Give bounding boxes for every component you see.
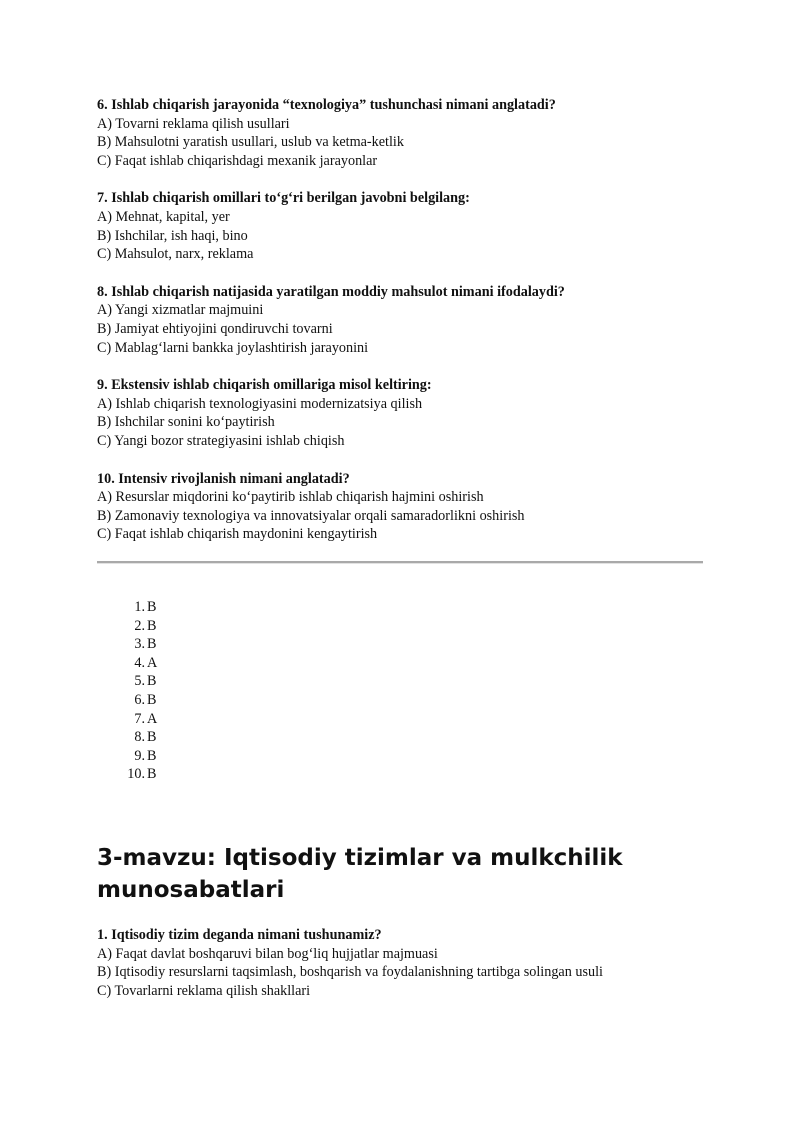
- answer-option-a: A) Tovarni reklama qilish usullari: [97, 115, 290, 132]
- question-title: 10. Intensiv rivojlanish nimani anglatadi?: [97, 470, 350, 487]
- answer-key-item: [114, 635, 157, 654]
- question-title: 8. Ishlab chiqarish natijasida yaratilgan moddiy mahsulot nimani ifodalaydi?: [97, 283, 565, 300]
- answer-key-item: [114, 598, 157, 617]
- answer-option-c: C) Yangi bozor strategiyasini ishlab chiqish: [97, 432, 345, 449]
- quiz-questions-block: [97, 96, 707, 563]
- answer-number: 1.: [134, 599, 145, 615]
- answer-option-c: C) Tovarlarni reklama qilish shakllari: [97, 982, 311, 999]
- answer-option-b: B) Jamiyat ehtiyojini qondiruvchi tovarni: [97, 320, 333, 337]
- answer-option-c: C) Mahsulot, narx, reklama: [97, 246, 254, 263]
- answer-option-a: A) Resurslar miqdorini ko‘paytirib ishlab chiqarish hajmini oshirish: [97, 489, 484, 506]
- question-7: [97, 189, 707, 263]
- answer-option-c: C) Faqat ishlab chiqarishdagi mexanik jarayonlar: [97, 152, 378, 169]
- question-title: 1. Iqtisodiy tizim deganda nimani tushunamiz?: [97, 927, 382, 943]
- answer-key-item: [114, 747, 157, 766]
- answer-key-item: [114, 710, 157, 729]
- question-9: [97, 376, 707, 450]
- answer-key-item: [114, 728, 157, 747]
- answer-option-c: C) Mablag‘larni bankka joylashtirish jarayonini: [97, 339, 369, 356]
- question-title: 9. Ekstensiv ishlab chiqarish omillariga misol keltiring:: [97, 377, 432, 394]
- question-title: 7. Ishlab chiqarish omillari to‘g‘ri berilgan javobni belgilang:: [97, 190, 470, 207]
- answer-number: 10.: [127, 766, 145, 783]
- answer-letter: A: [147, 710, 158, 727]
- answer-number: 2.: [134, 617, 145, 634]
- answer-number: 6.: [134, 691, 145, 708]
- answer-option-a: A) Faqat davlat boshqaruvi bilan bog‘liq hujjatlar majmuasi: [97, 945, 438, 962]
- section-heading: 3-mavzu: Iqtisodiy tizimlar va mulkchilik munosabatlari: [97, 845, 623, 903]
- answer-option-b: B) Ishchilar sonini ko‘paytirish: [97, 414, 275, 431]
- answer-number: 3.: [134, 636, 145, 653]
- answer-letter: B: [147, 766, 157, 783]
- answer-key-item: [114, 654, 157, 673]
- answer-key-item: [114, 617, 157, 636]
- answer-option-b: B) Iqtisodiy resurslarni taqsimlash, boshqarish va foydalanishning tartibga solingan usuli: [97, 964, 603, 981]
- question-8: [97, 283, 707, 357]
- answer-option-b: B) Zamonaviy texnologiya va innovatsiyalar orqali samaradorlikni oshirish: [97, 507, 525, 524]
- answer-key-list: [114, 598, 157, 784]
- answer-letter: B: [147, 617, 157, 634]
- answer-option-a: A) Mehnat, kapital, yer: [97, 208, 230, 225]
- answer-number: 4.: [134, 654, 145, 671]
- answer-letter: B: [147, 691, 157, 708]
- answer-key-item: [114, 691, 157, 710]
- answer-number: 5.: [134, 673, 145, 690]
- question-6: [97, 96, 707, 170]
- answer-option-a: A) Ishlab chiqarish texnologiyasini modernizatsiya qilish: [97, 395, 423, 412]
- answer-option-c: C) Faqat ishlab chiqarish maydonini kengaytirish: [97, 526, 378, 543]
- answer-option-b: B) Ishchilar, ish haqi, bino: [97, 227, 248, 244]
- question-title: 6. Ishlab chiqarish jarayonida “texnologiya” tushunchasi nimani anglatadi?: [97, 97, 556, 113]
- section-question-block: [97, 926, 717, 1019]
- answer-key-item: [114, 765, 157, 784]
- answer-letter: A: [147, 654, 158, 671]
- answer-option-b: B) Mahsulotni yaratish usullari, uslub va ketma-ketlik: [97, 134, 404, 151]
- question-10: [97, 470, 707, 544]
- answer-letter: B: [147, 729, 157, 746]
- horizontal-divider: [97, 561, 703, 564]
- answer-key-item: [114, 672, 157, 691]
- answer-number: 7.: [134, 710, 145, 727]
- question-1: [97, 926, 717, 1000]
- answer-letter: B: [147, 599, 157, 615]
- answer-option-a: A) Yangi xizmatlar majmuini: [97, 302, 264, 319]
- answer-number: 8.: [134, 729, 145, 746]
- answer-letter: B: [147, 636, 157, 653]
- answer-number: 9.: [134, 747, 145, 764]
- answer-letter: B: [147, 673, 157, 690]
- answer-letter: B: [147, 747, 157, 764]
